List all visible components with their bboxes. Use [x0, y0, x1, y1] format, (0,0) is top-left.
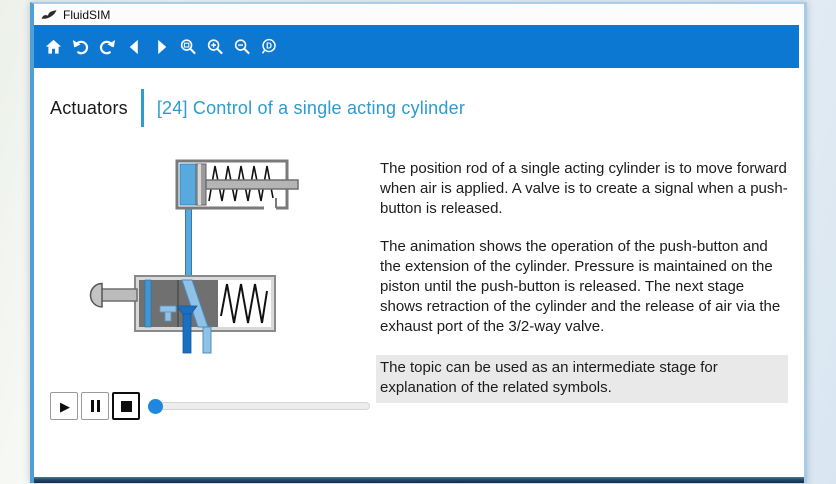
home-button[interactable]	[41, 34, 65, 60]
fluidsim-logo-icon	[41, 9, 57, 21]
paragraph-highlighted: The topic can be used as an intermediate stage for explanation of the related symbols.	[376, 355, 788, 403]
undo-icon	[71, 38, 90, 56]
pneumatic-animation-viewport	[85, 148, 370, 373]
home-icon	[44, 38, 63, 56]
description-text	[380, 159, 788, 421]
zoom-in-button[interactable]	[203, 34, 227, 60]
animation-progress-slider[interactable]	[148, 402, 370, 410]
previous-page-icon	[125, 38, 144, 56]
redo-button[interactable]	[95, 34, 119, 60]
zoom-in-icon	[206, 38, 225, 56]
zoom-selection-button[interactable]	[176, 34, 200, 60]
didactics-bubble-icon	[260, 38, 279, 56]
zoom-selection-icon	[179, 38, 198, 56]
title-bar	[34, 4, 804, 25]
valve-spool-bar	[145, 280, 151, 327]
exhaust-port	[203, 327, 211, 353]
next-page-icon	[152, 38, 171, 56]
three-two-way-valve	[91, 276, 276, 353]
didactics-page	[34, 68, 804, 477]
toolbar	[34, 25, 799, 68]
cylinder-air-chamber	[180, 164, 196, 205]
next-page-button[interactable]	[149, 34, 173, 60]
previous-page-button[interactable]	[122, 34, 146, 60]
play-button[interactable]	[50, 392, 78, 420]
category-label: Actuators	[50, 97, 128, 118]
zoom-out-button[interactable]	[230, 34, 254, 60]
push-button-stem	[100, 289, 137, 301]
window-bottom-edge	[34, 477, 804, 483]
push-button-cap	[91, 284, 103, 307]
play-icon: ▶	[60, 398, 70, 414]
svg-text:D: D	[265, 40, 272, 50]
zoom-out-icon	[233, 38, 252, 56]
page-header	[50, 89, 465, 127]
paragraph-1: The position rod of a single acting cylinder is to move forward when air is applied. A valve is to create a signal when a push-button is released.	[380, 160, 788, 217]
window-title: FluidSIM	[63, 7, 111, 22]
piston-rod	[206, 180, 298, 189]
air-pipe	[186, 204, 192, 282]
fluidsim-window	[30, 2, 807, 483]
undo-button[interactable]	[68, 34, 92, 60]
pause-button[interactable]	[81, 392, 109, 420]
single-acting-cylinder	[177, 161, 298, 212]
slider-thumb[interactable]	[148, 399, 163, 414]
paragraph-2: The animation shows the operation of the push-button and the extension of the cylinder. Pressure is maintained on the piston until the push-button is released. The next stage shows retraction of the cylinder and the release of air via the exhaust port of the 3/2-way valve.	[380, 238, 781, 335]
pause-icon	[91, 400, 100, 412]
stop-button[interactable]	[112, 392, 140, 420]
stop-icon	[121, 401, 132, 412]
redo-icon	[98, 38, 117, 56]
didactics-button[interactable]	[257, 34, 281, 60]
page-title: [24] Control of a single acting cylinder	[156, 97, 466, 118]
animation-player-controls	[50, 392, 370, 420]
cylinder-vent-notch	[264, 203, 276, 212]
